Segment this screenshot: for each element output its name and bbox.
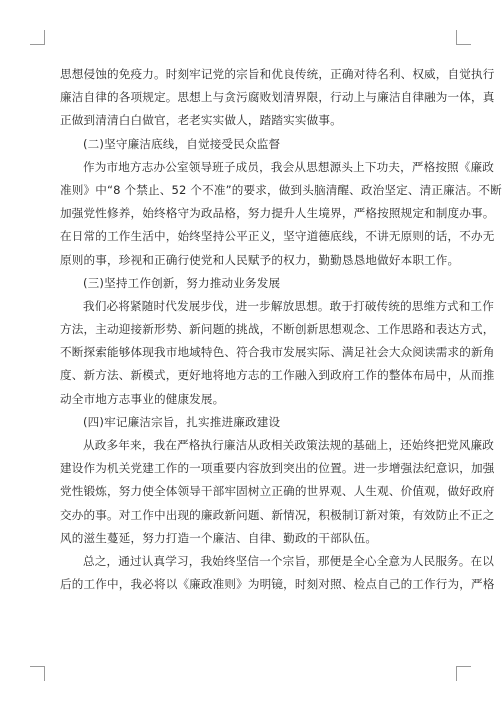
paragraph-line: 动全市地方志事业的健康发展。: [60, 391, 225, 406]
paragraph-line: 总之，通过认真学习，我始终坚信一个宗旨，那便是全心全意为人民服务。在以: [83, 553, 495, 568]
section-heading: [60, 272, 442, 295]
section-heading: [60, 133, 442, 156]
section-heading: [60, 411, 442, 434]
paragraph-line: 方法，主动迎接新形势、新问题的挑战，不断创新思想观念、工作思路和表达方式，: [60, 322, 495, 337]
crop-mark-top-left: [30, 30, 45, 45]
body-paragraph: [60, 434, 495, 550]
paragraph-line: 作为市地方志办公室领导班子成员，我会从思想源头上下功夫，严格按照《廉政: [83, 159, 495, 174]
paragraph-line: 从政多年来，我在严格执行廉洁从政相关政策法规的基础上，还始终把党风廉政: [83, 438, 495, 452]
paragraph-line: 准则》中“8 个禁止、52 个不准”的要求，做到头脑清醒、政治坚定、清正廉洁。不断: [60, 182, 502, 197]
paragraph-line: 风的滋生蔓延，努力打造一个廉洁、自律、勤政的干部队伍。: [60, 530, 378, 545]
body-paragraph: [60, 63, 495, 133]
heading-text: (三)坚持工作创新，努力推动业务发展: [83, 275, 281, 290]
document-body: [60, 63, 502, 596]
paragraph-line: 在日常的工作生活中，始终坚持公平正义，坚守道德底线，不讲无原则的话，不办无: [60, 229, 495, 244]
paragraph-line: 建设作为机关党建工作的一项重要内容放到突出的位置。进一步增强法纪意识，加强: [60, 461, 495, 476]
paragraph-line: 我们必将紧随时代发展步伐，进一步解放思想。敢于打破传统的思维方式和工作: [83, 298, 495, 313]
paragraph-line: 不断探索能够体现我市地域特色、符合我市发展实际、满足社会大众阅读需求的新角: [60, 345, 495, 360]
body-paragraph: [60, 550, 495, 596]
paragraph-line: 度、新方法、新模式，更好地将地方志的工作融入到政府工作的整体布局中，从而推: [60, 368, 495, 383]
paragraph-line: 正做到清清白白做官，老老实实做人，踏踏实实做事。: [60, 113, 342, 128]
paragraph-line: 交办的事。对工作中出现的廉政新问题、新情况，积极制订新对策，有效防止不正之: [60, 507, 495, 522]
crop-mark-top-right: [456, 30, 471, 45]
paragraph-line: 党性锻炼，努力使全体领导干部牢固树立正确的世界观、人生观、价值观，做好政府: [60, 484, 495, 499]
paragraph-line: 加强党性修养，始终格守为政品格，努力提升人生境界，严格按照规定和制度办事。: [60, 206, 495, 221]
heading-text: (二)坚守廉洁底线，自觉接受民众监督: [83, 136, 281, 151]
paragraph-line: 原则的事，珍视和正确行使党和人民赋予的权力，勤勤恳恳地做好本职工作。: [60, 252, 460, 267]
heading-text: (四)牢记廉洁宗旨，扎实推进廉政建设: [83, 414, 281, 429]
body-paragraph: [60, 295, 495, 411]
paragraph-line: 思想侵蚀的免疫力。时刻牢记党的宗旨和优良传统，正确对待名利、权威，自觉执行: [60, 67, 495, 81]
crop-mark-bottom-right: [456, 666, 471, 681]
paragraph-line: 后的工作中，我必将以《廉政准则》为明镜，时刻对照、检点自己的工作行为，严格: [60, 577, 495, 592]
paragraph-line: 廉洁自律的各项规定。思想上与贪污腐败划清界限，行动上与廉洁自律融为一体，真: [60, 90, 495, 105]
body-paragraph: [60, 156, 502, 272]
crop-mark-bottom-left: [30, 666, 45, 681]
